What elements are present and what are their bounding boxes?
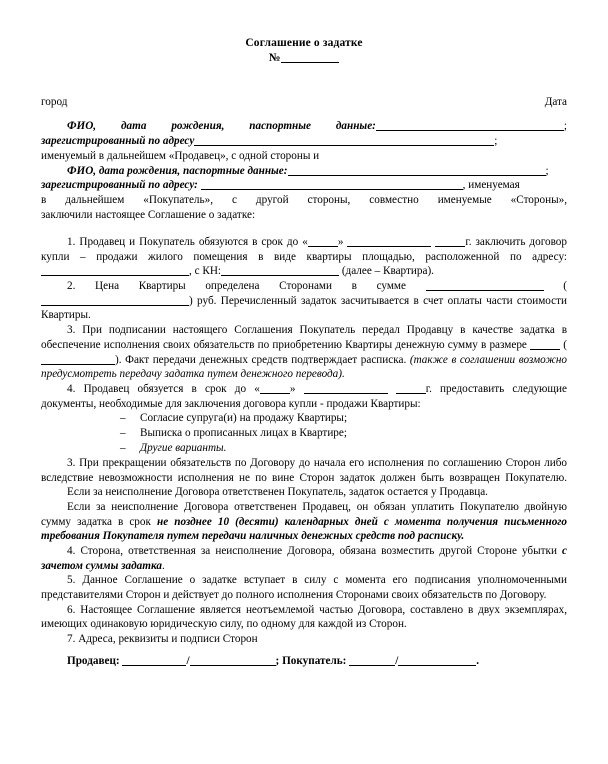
clause-6-number: 4. [67,544,76,557]
list-item [41,441,567,456]
clause-1-month-blank[interactable] [347,237,431,247]
clause-1 [41,235,567,279]
seller-signature-slash: / [186,654,190,667]
list-item [41,411,567,426]
list-item-label: Другие варианты. [140,441,227,454]
clause-8-text: Настоящее Соглашение является неотъемлемой частью Договора, составлено в двух экземплярах, имеющих одинаковую юридическую силу, по одному для каждой из Сторон. [41,603,568,631]
buyer-registration-line [41,178,567,193]
clause-1-year-blank[interactable] [435,237,465,247]
page-title: Соглашение о задатке [245,37,363,49]
clause-6-emphasis: с зачетом суммы задатка [41,544,568,572]
clause-4-year-blank[interactable] [396,384,426,394]
clause-5-emphasis: не позднее 10 (десяти) календарных дней с момента получения письменного требования Покупателя путем передачи наличных денежных средств под расписку. [41,515,568,543]
clause-4-text-b: » [289,382,296,395]
clause-2-paren-open: ( [563,280,568,293]
buyer-signature-slash: / [395,654,399,667]
bullet-dash-icon: – [120,441,126,454]
clause-4-month-blank[interactable] [304,384,388,394]
clause-2-text-b: руб. Перечисленный задаток засчитывается в счет оплаты части стоимости Квартиры. [41,294,567,322]
clause-5-number: 3. [67,456,76,469]
clause-6-text-b: . [161,559,165,572]
clause-2-price-blank[interactable] [426,281,544,291]
buyer-fio-blank[interactable] [288,165,546,175]
number-sign-label: № [268,52,281,65]
buyer-fio-line: ФИО, дата рождения, паспортные данные: ; [67,164,549,177]
signature-terminator: . [476,654,480,667]
bullet-dash-icon: – [120,412,126,425]
clauses-block [41,235,567,646]
buyer-registration-blank[interactable] [201,180,463,190]
clause-1-number: 1. [67,236,76,249]
clause-3 [41,323,567,382]
clause-3-text-b: Факт передачи денежных средств подтверждает расписка. [125,353,407,366]
city-label: город [41,95,68,108]
clause-1-text-e: (далее – Квартира). [341,265,434,278]
clause-3-paren-open: ( [563,338,568,351]
seller-signature-blank[interactable] [122,655,186,665]
clause-4-text-a: Продавец обязуется в срок до « [83,382,260,395]
clause-1-address-blank[interactable] [41,266,189,276]
title-block [41,0,567,67]
clause-1-cadastral-blank[interactable] [221,266,339,276]
seller-registered-label: зарегистрированный по адресу [41,134,195,147]
date-label: Дата [544,95,567,108]
clause-3-italic-note: (также в соглашении возможно предусмотреть передачу задатка путем денежного перевода). [41,353,567,381]
seller-suffix-line: именуемый в дальнейшем «Продавец», с одной стороны и [41,149,320,162]
city-date-row [41,96,567,108]
clause-3-amount-blank[interactable] [530,340,560,350]
seller-registration-line: зарегистрированный по адресу ; [41,134,498,147]
clause-9 [41,632,567,647]
buyer-fio-label: ФИО, дата рождения, паспортные данные: [67,164,288,177]
clause-8-number: 6. [67,603,76,616]
buyer-suffix-line-1: в дальнейшем «Покупатель», с другой стороны, совместно именуемые «Стороны», [41,194,567,207]
clause-9-text: Адреса, реквизиты и подписи Сторон [78,632,258,645]
clause-5-paragraph-3-text: Если за неисполнение Договора ответственен Продавец, он обязан уплатить Покупателю двойную сумму задатка в срок [41,500,567,528]
list-item-label: Согласие супруга(и) на продажу Квартиры; [140,412,348,425]
seller-signature-label: Продавец: [67,654,120,667]
clause-4-text-c: г. предоставить следующие документы, необходимые для заключения договора купли - продажи Квартиры: [41,382,567,410]
clause-4 [41,382,567,411]
buyer-signature-label: Покупатель: [282,654,347,667]
clause-4-document-list [41,411,567,456]
buyer-registered-label: зарегистрированный по адресу: [41,179,198,192]
clause-1-text-b: » [337,236,344,249]
clause-6 [41,544,567,573]
document-number [41,51,567,67]
clause-5-text: При прекращении обязательств по Договору до начала его исполнения по соглашению Сторон либо вследствие невозможности исполнения не по вине Сторон задаток должен быть возвращен Покупателю. [41,456,567,484]
signature-row [41,655,567,667]
clause-3-number: 3. [67,324,76,337]
clause-9-number: 7. [67,632,76,645]
clause-4-number: 4. [67,382,76,395]
parties-block [41,119,567,223]
clause-7-text: Данное Соглашение о задатке вступает в силу с момента его подписания уполномоченными представителями Сторон и действует до полного исполнения Сторонами своих обязательств по Договору. [41,574,567,601]
clause-1-text-d: , с КН: [189,265,222,278]
clause-1-text-c: г. заключить договор купли – продажи жилого помещения в виде квартиры площадью, расположенной по адресу: [41,236,567,263]
clause-2-paren-close: ) [189,294,193,307]
list-item-label: Выписка о прописанных лицах в Квартире; [140,427,347,440]
seller-fio-line: ФИО, дата рождения, паспортные данные: ; [67,119,567,132]
clause-5-paragraph-3 [41,500,567,544]
clause-3-amount-words-blank[interactable] [41,354,115,364]
bullet-dash-icon: – [120,427,126,440]
document-number-blank[interactable] [281,62,339,63]
seller-fio-blank[interactable] [376,121,564,131]
clause-1-day-blank[interactable] [308,237,338,247]
seller-fio-label: ФИО, дата рождения, паспортные данные: [67,119,376,132]
clause-6-text-a: Сторона, ответственная за неисполнение Договора, обязана возместить другой Стороне убытки [80,544,557,557]
clause-2-text-a: Цена Квартиры определена Сторонами в сумме [95,280,406,293]
buyer-suffix-line-2: заключили настоящее Соглашение о задатке: [41,209,256,222]
clause-5-paragraph-2: Если за неисполнение Договора ответственен Покупатель, задаток остается у Продавца. [67,486,488,499]
clause-5 [41,456,567,485]
seller-name-blank[interactable] [190,655,276,665]
clause-7 [41,573,567,602]
buyer-signature-blank[interactable] [349,655,395,665]
seller-registration-blank[interactable] [194,136,494,146]
list-item [41,426,567,441]
clause-8 [41,603,567,632]
buyer-registration-suffix: , именуемая [462,179,520,192]
clause-1-text-a: Продавец и Покупатель обязуются в срок до « [79,236,308,249]
clause-7-number: 5. [67,574,76,587]
buyer-name-blank[interactable] [398,655,476,665]
clause-3-paren-close: ). [115,353,122,366]
signature-separator: ; [275,654,280,667]
clause-2-price-words-blank[interactable] [41,296,189,306]
clause-2-number: 2. [67,280,76,293]
clause-2 [41,279,567,323]
clause-3-text-a: При подписании настоящего Соглашения Покупатель передал Продавцу в качестве задатка в обеспечение исполнения своих обязательств по приобретению Квартиры денежную сумму в размере [41,324,567,351]
clause-4-day-blank[interactable] [260,384,290,394]
